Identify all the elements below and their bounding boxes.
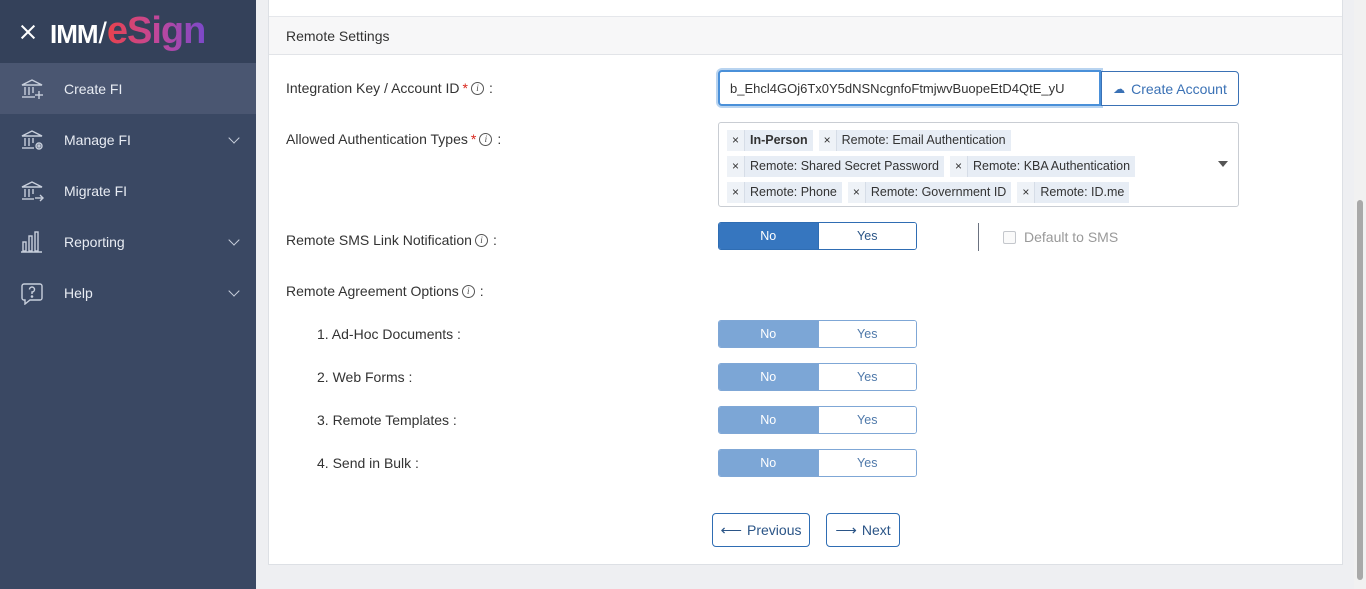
- info-icon[interactable]: i: [479, 133, 492, 146]
- adhoc-documents-toggle: [718, 320, 917, 348]
- sidebar-item-label: Reporting: [64, 233, 125, 250]
- section-title: Remote Settings: [269, 17, 1342, 55]
- sms-no-option[interactable]: No: [719, 223, 818, 249]
- previous-label: Previous: [747, 522, 802, 538]
- info-icon[interactable]: i: [475, 234, 488, 247]
- remote-templates-yes-option[interactable]: Yes: [818, 407, 917, 433]
- web-forms-toggle: [718, 363, 917, 391]
- auth-chip-email: [819, 130, 1011, 151]
- auth-chip-idme: [1017, 182, 1129, 203]
- bank-arrow-icon: [20, 179, 44, 203]
- chip-label: Remote: ID.me: [1035, 182, 1129, 203]
- default-to-sms-checkbox[interactable]: [1003, 229, 1118, 245]
- help-bubble-icon: [20, 281, 44, 305]
- agreement-options-label: [286, 283, 484, 299]
- brand-bar: [0, 0, 256, 63]
- previous-button[interactable]: [712, 513, 810, 547]
- card-top-strip: [269, 0, 1342, 17]
- agreement-option-label: 3. Remote Templates :: [317, 412, 457, 428]
- dropdown-caret-icon[interactable]: [1218, 161, 1228, 167]
- sidebar: [0, 0, 256, 589]
- label-colon: :: [492, 232, 497, 248]
- logo-slash: /: [98, 17, 106, 50]
- send-in-bulk-no-option[interactable]: No: [719, 450, 818, 476]
- agreement-option-label: 2. Web Forms :: [317, 369, 413, 385]
- send-in-bulk-yes-option[interactable]: Yes: [818, 450, 917, 476]
- adhoc-yes-option[interactable]: Yes: [818, 321, 917, 347]
- auth-chip-in-person: [727, 130, 813, 151]
- web-forms-yes-option[interactable]: Yes: [818, 364, 917, 390]
- checkbox-box[interactable]: [1003, 231, 1016, 244]
- sidebar-item-reporting[interactable]: [0, 216, 256, 267]
- close-icon[interactable]: [18, 22, 38, 42]
- sidebar-item-label: Manage FI: [64, 131, 131, 148]
- sidebar-item-manage-fi[interactable]: [0, 114, 256, 165]
- app-logo: [50, 10, 205, 53]
- agreement-options-label-text: Remote Agreement Options: [286, 283, 459, 299]
- agreement-option-label: 4. Send in Bulk :: [317, 455, 419, 471]
- auth-chip-kba: [950, 156, 1135, 177]
- auth-types-multiselect[interactable]: [718, 122, 1239, 207]
- remove-chip-icon[interactable]: ×: [1017, 182, 1035, 203]
- arrow-left-icon: ⟵: [720, 522, 743, 539]
- next-label: Next: [861, 522, 891, 538]
- chip-label: Remote: KBA Authentication: [968, 156, 1135, 177]
- chip-label: In-Person: [745, 130, 813, 151]
- create-account-button[interactable]: [1101, 71, 1239, 106]
- bank-plus-icon: [20, 77, 44, 101]
- sidebar-item-migrate-fi[interactable]: [0, 165, 256, 216]
- chevron-down-icon: [228, 285, 239, 296]
- integration-key-label-text: Integration Key / Account ID: [286, 80, 460, 96]
- chip-label: Remote: Phone: [745, 182, 842, 203]
- sidebar-item-label: Help: [64, 284, 93, 301]
- chip-label: Remote: Shared Secret Password: [745, 156, 944, 177]
- remove-chip-icon[interactable]: ×: [727, 156, 745, 177]
- auth-chip-shared-secret: [727, 156, 944, 177]
- auth-chip-government-id: [848, 182, 1011, 203]
- required-asterisk: *: [470, 131, 477, 147]
- auth-chip-phone: [727, 182, 842, 203]
- scrollbar-thumb[interactable]: [1357, 200, 1363, 580]
- logo-imm-text: IMM: [50, 19, 98, 49]
- default-to-sms-label: Default to SMS: [1024, 229, 1119, 245]
- label-colon: :: [479, 283, 484, 299]
- remove-chip-icon[interactable]: ×: [819, 130, 837, 151]
- remote-templates-no-option[interactable]: No: [719, 407, 818, 433]
- label-colon: :: [489, 80, 493, 96]
- divider: [978, 223, 979, 251]
- info-icon[interactable]: i: [462, 285, 475, 298]
- remove-chip-icon[interactable]: ×: [727, 182, 745, 203]
- send-in-bulk-toggle: [718, 449, 917, 477]
- info-icon[interactable]: i: [471, 82, 484, 95]
- remove-chip-icon[interactable]: ×: [727, 130, 745, 151]
- chip-row: [727, 179, 1230, 205]
- integration-key-input[interactable]: [718, 70, 1101, 106]
- sidebar-item-label: Create FI: [64, 80, 123, 97]
- chip-label: Remote: Email Authentication: [837, 130, 1011, 151]
- chip-row: [727, 153, 1230, 179]
- remote-settings-card: [268, 0, 1343, 565]
- required-asterisk: *: [462, 80, 468, 96]
- remove-chip-icon[interactable]: ×: [950, 156, 968, 177]
- auth-types-label-text: Allowed Authentication Types: [286, 131, 468, 147]
- cloud-upload-icon: ☁: [1113, 81, 1126, 96]
- remove-chip-icon[interactable]: ×: [848, 182, 866, 203]
- sms-notification-label: [286, 232, 497, 248]
- logo-esign-text: eSign: [106, 10, 206, 52]
- remote-templates-toggle: [718, 406, 917, 434]
- sidebar-item-help[interactable]: [0, 267, 256, 318]
- bar-chart-icon: [20, 230, 44, 254]
- create-account-label: Create Account: [1131, 80, 1227, 97]
- chevron-down-icon: [228, 234, 239, 245]
- chip-row: [727, 127, 1230, 153]
- integration-key-label: [286, 80, 493, 96]
- chip-label: Remote: Government ID: [866, 182, 1011, 203]
- sidebar-item-create-fi[interactable]: [0, 63, 256, 114]
- sms-yes-option[interactable]: Yes: [818, 223, 917, 249]
- agreement-option-label: 1. Ad-Hoc Documents :: [317, 326, 461, 342]
- sms-notification-toggle: [718, 222, 917, 250]
- sms-notification-label-text: Remote SMS Link Notification: [286, 232, 472, 248]
- sidebar-item-label: Migrate FI: [64, 182, 128, 199]
- bank-gear-icon: [20, 128, 44, 152]
- label-colon: :: [497, 131, 502, 147]
- arrow-right-icon: ⟶: [835, 522, 857, 539]
- adhoc-no-option[interactable]: No: [719, 321, 818, 347]
- chevron-down-icon: [228, 132, 239, 143]
- next-button[interactable]: [826, 513, 900, 547]
- web-forms-no-option[interactable]: No: [719, 364, 818, 390]
- auth-types-label: [286, 131, 501, 147]
- page-scrollbar[interactable]: [1354, 0, 1366, 589]
